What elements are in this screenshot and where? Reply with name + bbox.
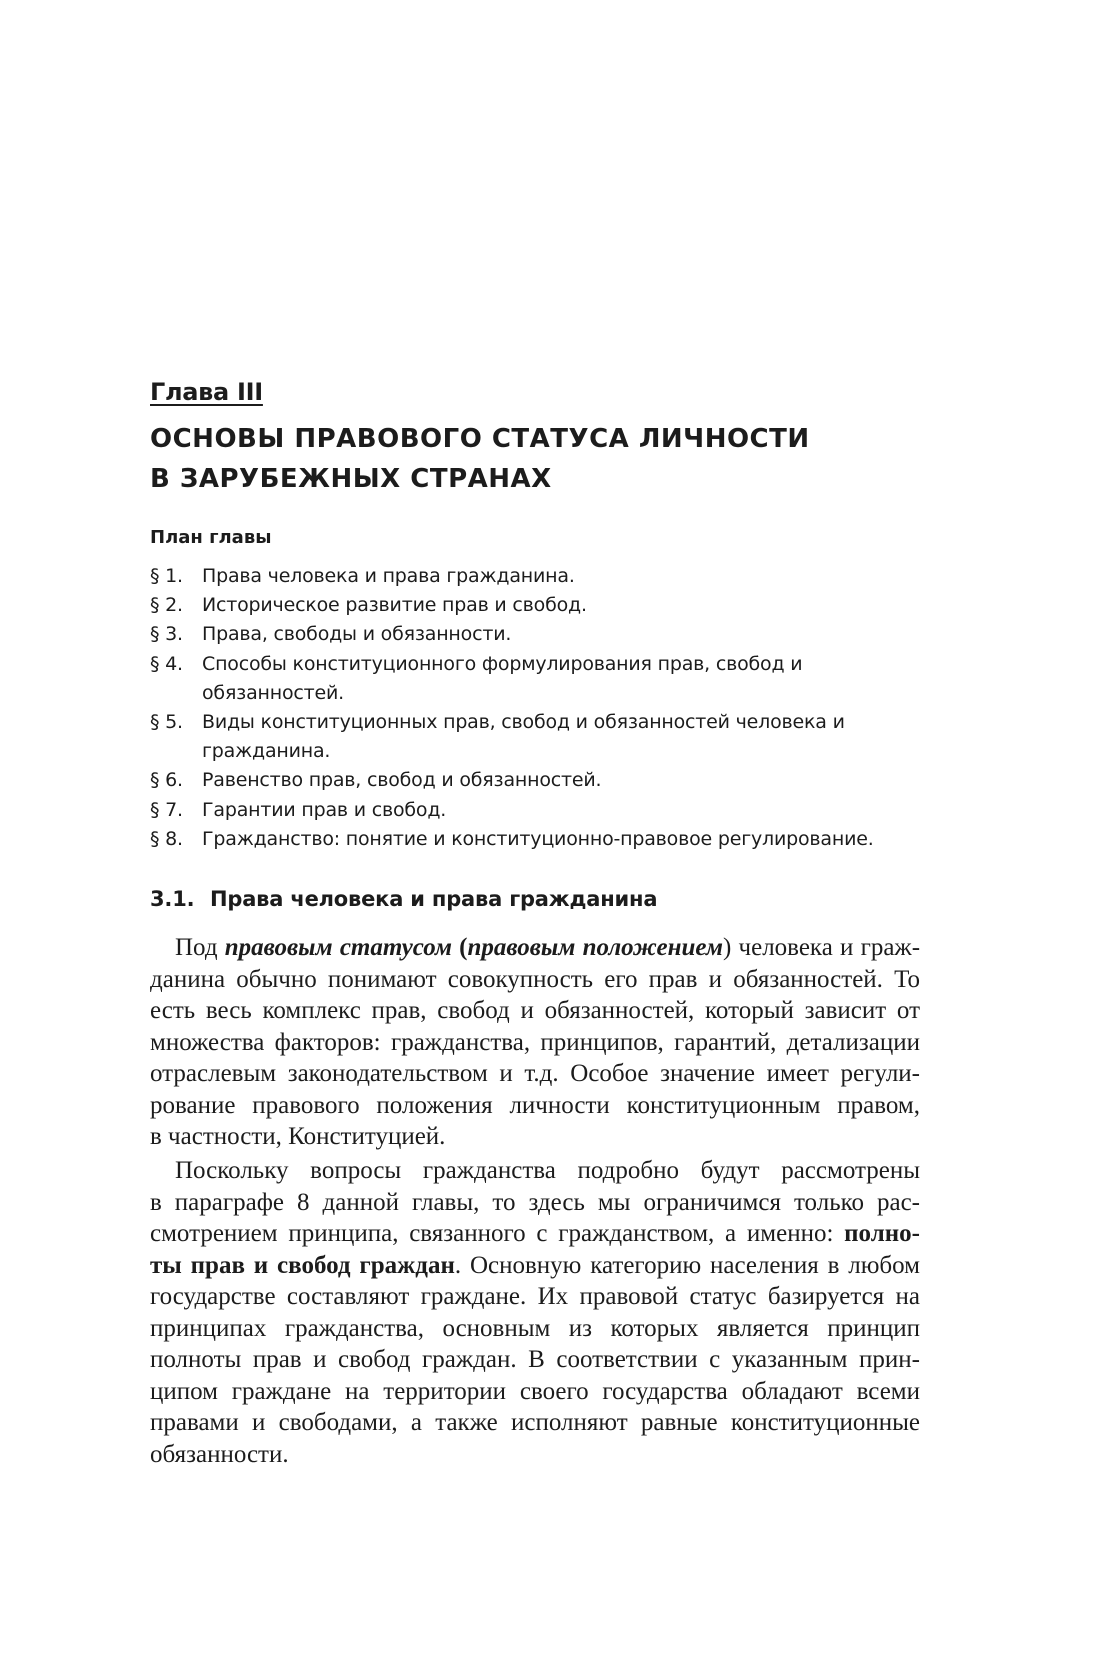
plan-item-number: § 7. <box>150 798 183 821</box>
chapter-title-line-1: ОСНОВЫ ПРАВОВОГО СТАТУСА ЛИЧНОСТИ <box>150 424 810 454</box>
plan-item <box>150 796 910 825</box>
plan-item <box>150 650 910 708</box>
paragraph-line: обязанности. <box>150 1440 289 1468</box>
paragraph-line: рование правового положения личности конституционным правом, <box>150 1091 920 1119</box>
section-number: 3.1. <box>150 887 195 911</box>
chapter-label: Глава III <box>150 378 263 406</box>
plan-item-text: Права, свободы и обязанности. <box>202 623 512 646</box>
plan-item <box>150 620 910 649</box>
plan-item-text: Виды конституционных прав, свобод и обязанностей человека и гражданина. <box>202 711 845 763</box>
text-run: Под <box>175 934 225 961</box>
section-heading <box>150 884 657 914</box>
paragraph-line <box>150 1155 920 1187</box>
plan-item-text: Историческое развитие прав и свобод. <box>202 594 587 617</box>
plan-item-number: § 5. <box>150 711 183 734</box>
term-legal-status: правовым статусом <box>224 934 452 961</box>
text-run: Поскольку вопросы гражданства подробно будут рассмотрены <box>175 1157 920 1184</box>
plan-item-number: § 2. <box>150 594 183 617</box>
plan-item <box>150 766 910 795</box>
paragraph-line: в параграфе 8 данной главы, то здесь мы ограничимся только рас- <box>150 1188 920 1216</box>
text-run: ( <box>451 934 468 961</box>
chapter-title <box>150 419 810 499</box>
term-completeness: полно- <box>844 1220 920 1247</box>
chapter-title-line-2: В ЗАРУБЕЖНЫХ СТРАНАХ <box>150 464 552 494</box>
plan-item-text: Права человека и права гражданина. <box>202 565 575 587</box>
plan-item-number: § 4. <box>150 652 183 675</box>
body-paragraph-1 <box>150 932 920 1153</box>
paragraph-line: государстве составляют граждане. Их правовой статус базируется на <box>150 1283 920 1310</box>
paragraph-line <box>150 1250 920 1282</box>
term-legal-position: правовым положением <box>467 934 724 961</box>
plan-item-text: Способы конституционного формулирования прав, свобод и обязанностей. <box>202 652 803 704</box>
chapter-plan-list <box>150 562 910 854</box>
paragraph-line <box>150 932 920 964</box>
paragraph-line: в частности, Конституцией. <box>150 1123 446 1150</box>
plan-item-number: § 6. <box>150 769 183 792</box>
text-run: ) человека и граж- <box>723 934 921 961</box>
plan-item-text: Равенство прав, свобод и обязанностей. <box>202 769 602 792</box>
plan-item-number: § 8. <box>150 827 183 850</box>
paragraph-line: правами и свободами, а также исполняют равные конституционные <box>150 1409 920 1436</box>
plan-item-text: Гражданство: понятие и конституционно-правовое регулирование. <box>202 827 874 850</box>
plan-item <box>150 562 910 591</box>
text-run: . Основную категорию населения в любом <box>454 1251 920 1279</box>
plan-item-text: Гарантии прав и свобод. <box>202 798 447 821</box>
term-completeness-cont: ты прав и свобод граждан <box>150 1251 455 1279</box>
paragraph-line: принципах гражданства, основным из которых является принцип <box>150 1314 920 1342</box>
paragraph-line: ципом граждане на территории своего государства обладают всеми <box>150 1377 920 1405</box>
section-title: Права человека и права гражданина <box>210 887 658 911</box>
paragraph-line: множества факторов: гражданства, принципов, гарантий, детализации <box>150 1028 920 1056</box>
plan-heading: План главы <box>150 527 272 548</box>
paragraph-line: есть весь комплекс прав, свобод и обязанностей, который зависит от <box>150 997 920 1024</box>
text-run: смотрением принципа, связанного с гражданством, а именно: <box>150 1220 845 1247</box>
plan-item <box>150 591 910 620</box>
body-paragraph-2 <box>150 1155 920 1470</box>
paragraph-line: полноты прав и свобод граждан. В соответствии с указанным прин- <box>150 1346 920 1373</box>
plan-item <box>150 825 910 854</box>
plan-item-number: § 3. <box>150 623 183 646</box>
paragraph-line: отраслевым законодательством и т.д. Особое значение имеет регули- <box>150 1060 920 1087</box>
plan-item <box>150 708 910 766</box>
plan-item-number: § 1. <box>150 565 183 587</box>
paragraph-line: данина обычно понимают совокупность его прав и обязанностей. То <box>150 965 920 993</box>
paragraph-line <box>150 1218 920 1250</box>
